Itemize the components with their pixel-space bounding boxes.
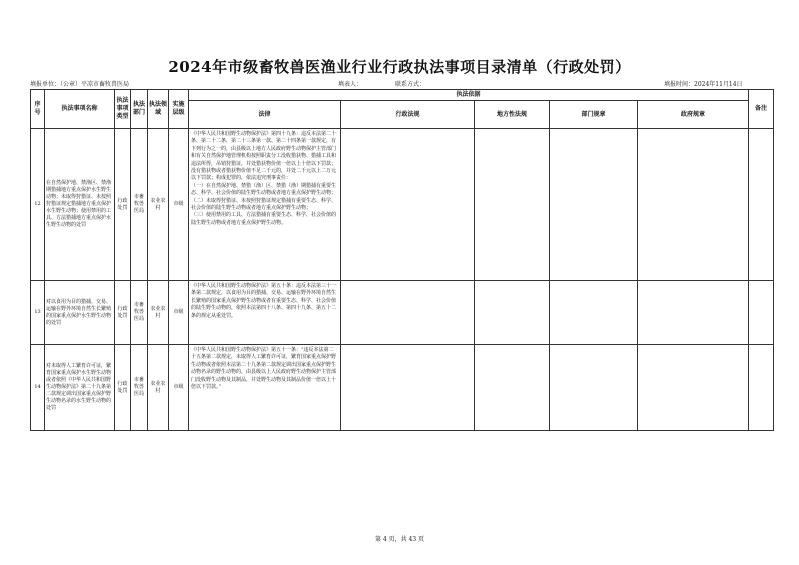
row-regulation: [341, 281, 475, 345]
reporting-unit: 填报单位：（公章）平凉市畜牧兽医局: [30, 81, 130, 88]
row-field: 农业农村: [148, 129, 169, 281]
header-regulation: 行政法规: [341, 101, 475, 129]
report-date: 填报时间：2024年11月14日: [664, 81, 743, 88]
row-level: 市级: [169, 129, 189, 281]
row-note: [749, 281, 774, 345]
row-dept: 市畜牧兽医局: [131, 345, 148, 431]
row-regulation: [341, 345, 475, 431]
row-seq: 13: [31, 281, 45, 345]
row-gov-rule: [638, 281, 749, 345]
row-note: [749, 129, 774, 281]
row-type: 行政处罚: [115, 129, 131, 281]
header-gov-rule: 政府规章: [638, 101, 749, 129]
row-local-regulation: [475, 281, 550, 345]
row-item-name: 对未取得人工繁育许可证，繁育国家重点保护水生野生动物或者依照《中华人民共和国野生动物保护法》第二十九条第二款规定调出国家重点保护野生动物名录的水生野生动物的处罚: [45, 345, 115, 431]
row-gov-rule: [638, 345, 749, 431]
header-law: 法律: [189, 101, 341, 129]
row-type: 行政处罚: [115, 281, 131, 345]
row-dept-rule: [550, 281, 638, 345]
header-note: 备注: [749, 90, 774, 129]
row-dept: 市畜牧兽医局: [131, 129, 148, 281]
row-item-name: 对以食用为目的猎捕、交易、运输在野外环境自然生长繁殖的国家重点保护水生野生动物的处罚: [45, 281, 115, 345]
row-law: 《中华人民共和国野生动物保护法》第四十九条：违反本法第二十条、第二十二条、第二十三条第一款、第二十四条第一款规定，有下列行为之一的，由县级以上地方人民政府野生动物保护主管部门和有关自然保护地管理机构按照职责分工没收猎获物、猎捕工具和违法所得，吊销狩猎证，并处猎获物价值一倍以上十倍以下罚款；没有猎获物或者猎获物价值不足二千元的，并处二千元以上二万元以下罚款；构成犯罪的，依法追究刑事责任： （一）在自然保护地、禁猎（渔）区、禁猎（渔）期猎捕有重要生态、科学、社会价值的陆生野生动物或者地方重点保护野生动物； （二）未取得狩猎证、未按照狩猎证规定猎捕有重要生态、科学、社会价值的陆生野生动物或者地方重点保护野生动物； （三）使用禁用的工具、方法猎捕有重要生态、科学、社会价值的陆生野生动物或者地方重点保护野生动物。: [189, 129, 341, 281]
row-item-name: 在自然保护地、禁渔区、禁渔期猎捕地方重点保护水生野生动物；未取得狩猎证、未按照狩猎证规定猎捕地方重点保护水生野生动物；使用禁用的工具、方法猎捕地方重点保护水生野生动物的处罚: [45, 129, 115, 281]
header-basis: 执法依据: [189, 90, 749, 101]
row-dept: 市畜牧兽医局: [131, 281, 148, 345]
row-seq: 12: [31, 129, 45, 281]
header-dept-rule: 部门规章: [550, 101, 638, 129]
table-row: [31, 345, 774, 431]
row-field: 农业农村: [148, 345, 169, 431]
row-regulation: [341, 129, 475, 281]
table-row: [31, 281, 774, 345]
row-gov-rule: [638, 129, 749, 281]
contact-label: 联系方式：: [395, 81, 426, 88]
row-level: 市级: [169, 345, 189, 431]
enforcement-table: [30, 89, 774, 431]
page-footer: 第 4 页，共 43 页: [374, 536, 425, 543]
header-level: 实施层级: [169, 90, 189, 129]
page-title: 2024年市级畜牧兽医渔业行业行政执法事项目录清单（行政处罚）: [168, 58, 631, 76]
header-item-name: 执法事项名称: [45, 90, 115, 129]
header-local-regulation: 地方性法规: [475, 101, 550, 129]
row-type: 行政处罚: [115, 345, 131, 431]
row-law: 《中华人民共和国野生动物保护法》第五十一条：“违反本法第二十五条第二款规定，未取得人工繁育许可证，繁育国家重点保护野生动物或者依照本法第二十九条第二款规定调出国家重点保护野生动物名录的野生动物的，由县级以上人民政府野生动物保护主管部门没收野生动物及其制品，并处野生动物及其制品价值一倍以上十倍以下罚款。”: [189, 345, 341, 431]
header-item-type: 执法事项类型: [115, 90, 131, 129]
row-law: 《中华人民共和国野生动物保护法》第五十条：违反本法第三十一条第二款规定，以食用为目的猎捕、交易、运输在野外环境自然生长繁殖的国家重点保护野生动物或者有重要生态、科学、社会价值的陆生野生动物的，依照本法第四十八条、第四十九条、第五十二条的规定从重处罚。: [189, 281, 341, 345]
row-local-regulation: [475, 129, 550, 281]
filler-label: 填表人：: [338, 81, 363, 88]
header-field: 执法领域: [148, 90, 169, 129]
header-dept: 执法部门: [131, 90, 148, 129]
row-dept-rule: [550, 345, 638, 431]
row-level: 市级: [169, 281, 189, 345]
header-seq: 序号: [31, 90, 45, 129]
row-dept-rule: [550, 129, 638, 281]
table-row: [31, 129, 774, 281]
row-local-regulation: [475, 345, 550, 431]
row-seq: 14: [31, 345, 45, 431]
row-note: [749, 345, 774, 431]
row-field: 农业农村: [148, 281, 169, 345]
